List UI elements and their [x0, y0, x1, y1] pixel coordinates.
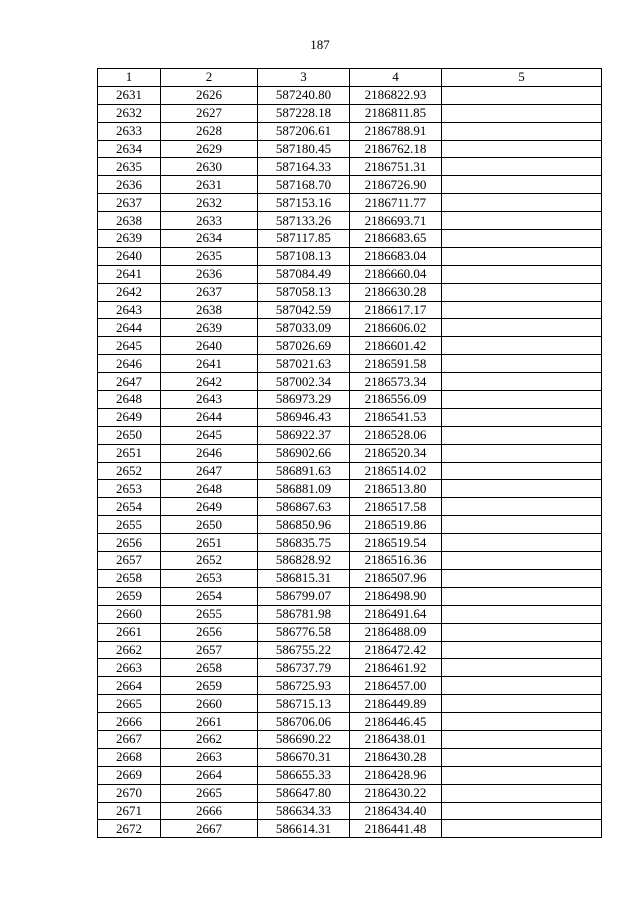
table-cell-col5 — [442, 730, 602, 748]
table-cell-col4: 2186726.90 — [350, 176, 442, 194]
table-cell-col2: 2633 — [161, 212, 258, 230]
table-cell-col4: 2186660.04 — [350, 265, 442, 283]
table-cell-col4: 2186822.93 — [350, 86, 442, 104]
table-row — [98, 516, 602, 534]
table-cell-col5 — [442, 784, 602, 802]
table-cell-col1: 2644 — [98, 319, 161, 337]
table-row — [98, 355, 602, 373]
table-row — [98, 498, 602, 516]
table-cell-col4: 2186519.86 — [350, 516, 442, 534]
table-cell-col3: 587180.45 — [258, 140, 350, 158]
table-cell-col4: 2186438.01 — [350, 730, 442, 748]
table-cell-col5 — [442, 820, 602, 838]
table-cell-col1: 2648 — [98, 391, 161, 409]
table-row — [98, 480, 602, 498]
table-cell-col4: 2186457.00 — [350, 677, 442, 695]
table-cell-col2: 2655 — [161, 605, 258, 623]
table-cell-col5 — [442, 534, 602, 552]
table-cell-col5 — [442, 695, 602, 713]
table-cell-col5 — [442, 748, 602, 766]
table-cell-col4: 2186441.48 — [350, 820, 442, 838]
table-cell-col3: 586634.33 — [258, 802, 350, 820]
table-cell-col1: 2634 — [98, 140, 161, 158]
table-row — [98, 677, 602, 695]
table-cell-col1: 2633 — [98, 122, 161, 140]
table-cell-col3: 587108.13 — [258, 247, 350, 265]
table-cell-col5 — [442, 265, 602, 283]
table-cell-col4: 2186762.18 — [350, 140, 442, 158]
table-cell-col1: 2635 — [98, 158, 161, 176]
table-cell-col1: 2638 — [98, 212, 161, 230]
table-cell-col1: 2642 — [98, 283, 161, 301]
table-cell-col3: 586670.31 — [258, 748, 350, 766]
table-cell-col3: 586706.06 — [258, 713, 350, 731]
table-cell-col5 — [442, 677, 602, 695]
table-cell-col5 — [442, 104, 602, 122]
table-cell-col1: 2663 — [98, 659, 161, 677]
table-cell-col3: 586799.07 — [258, 587, 350, 605]
table-cell-col3: 587164.33 — [258, 158, 350, 176]
table-cell-col1: 2662 — [98, 641, 161, 659]
table-row — [98, 587, 602, 605]
table-cell-col5 — [442, 158, 602, 176]
table-cell-col3: 586737.79 — [258, 659, 350, 677]
table-cell-col4: 2186606.02 — [350, 319, 442, 337]
column-header-5: 5 — [442, 69, 602, 87]
table-cell-col4: 2186491.64 — [350, 605, 442, 623]
table-cell-col2: 2659 — [161, 677, 258, 695]
table-cell-col1: 2640 — [98, 247, 161, 265]
table-cell-col1: 2636 — [98, 176, 161, 194]
table-cell-col3: 586647.80 — [258, 784, 350, 802]
table-cell-col1: 2670 — [98, 784, 161, 802]
table-cell-col4: 2186472.42 — [350, 641, 442, 659]
table-row — [98, 605, 602, 623]
table-cell-col2: 2639 — [161, 319, 258, 337]
table-cell-col1: 2655 — [98, 516, 161, 534]
table-cell-col3: 587153.16 — [258, 194, 350, 212]
table-cell-col3: 587206.61 — [258, 122, 350, 140]
table-cell-col5 — [442, 212, 602, 230]
table-cell-col4: 2186573.34 — [350, 373, 442, 391]
table-cell-col3: 587084.49 — [258, 265, 350, 283]
table-cell-col3: 586973.29 — [258, 391, 350, 409]
table-cell-col2: 2647 — [161, 462, 258, 480]
table-row — [98, 247, 602, 265]
table-row — [98, 462, 602, 480]
table-cell-col2: 2654 — [161, 587, 258, 605]
table-cell-col5 — [442, 802, 602, 820]
table-row — [98, 283, 602, 301]
table-cell-col5 — [442, 122, 602, 140]
table-cell-col3: 586828.92 — [258, 552, 350, 570]
table-cell-col2: 2634 — [161, 230, 258, 248]
table-cell-col4: 2186430.28 — [350, 748, 442, 766]
table-cell-col5 — [442, 337, 602, 355]
table-body — [98, 86, 602, 837]
table-cell-col4: 2186693.71 — [350, 212, 442, 230]
table-cell-col1: 2668 — [98, 748, 161, 766]
table-cell-col2: 2646 — [161, 444, 258, 462]
page-number: 187 — [310, 37, 330, 52]
table-cell-col2: 2642 — [161, 373, 258, 391]
table-row — [98, 265, 602, 283]
table-cell-col1: 2641 — [98, 265, 161, 283]
table-cell-col4: 2186683.04 — [350, 247, 442, 265]
table-cell-col5 — [442, 426, 602, 444]
table-cell-col1: 2660 — [98, 605, 161, 623]
table-cell-col4: 2186683.65 — [350, 230, 442, 248]
table-cell-col2: 2648 — [161, 480, 258, 498]
table-row — [98, 713, 602, 731]
table-cell-col2: 2649 — [161, 498, 258, 516]
table-cell-col5 — [442, 552, 602, 570]
table-cell-col4: 2186434.40 — [350, 802, 442, 820]
table-cell-col3: 586815.31 — [258, 569, 350, 587]
table-cell-col2: 2637 — [161, 283, 258, 301]
table-cell-col2: 2627 — [161, 104, 258, 122]
table-cell-col4: 2186520.34 — [350, 444, 442, 462]
table-cell-col2: 2632 — [161, 194, 258, 212]
table-cell-col3: 587168.70 — [258, 176, 350, 194]
table-row — [98, 623, 602, 641]
table-cell-col3: 586922.37 — [258, 426, 350, 444]
table-row — [98, 766, 602, 784]
table-cell-col1: 2667 — [98, 730, 161, 748]
table-cell-col5 — [442, 605, 602, 623]
table-cell-col2: 2641 — [161, 355, 258, 373]
table-row — [98, 86, 602, 104]
table-cell-col3: 587240.80 — [258, 86, 350, 104]
table-cell-col1: 2657 — [98, 552, 161, 570]
table-cell-col3: 587033.09 — [258, 319, 350, 337]
table-cell-col2: 2667 — [161, 820, 258, 838]
table-cell-col2: 2638 — [161, 301, 258, 319]
table-row — [98, 534, 602, 552]
table-row — [98, 140, 602, 158]
table-row — [98, 176, 602, 194]
table-cell-col4: 2186556.09 — [350, 391, 442, 409]
table-cell-col1: 2664 — [98, 677, 161, 695]
table-cell-col3: 587021.63 — [258, 355, 350, 373]
table-cell-col3: 586946.43 — [258, 408, 350, 426]
table-cell-col4: 2186541.53 — [350, 408, 442, 426]
table-cell-col2: 2640 — [161, 337, 258, 355]
table-cell-col2: 2657 — [161, 641, 258, 659]
table-cell-col2: 2653 — [161, 569, 258, 587]
table-cell-col4: 2186601.42 — [350, 337, 442, 355]
table-row — [98, 212, 602, 230]
table-row — [98, 748, 602, 766]
table-cell-col1: 2637 — [98, 194, 161, 212]
table-cell-col3: 587058.13 — [258, 283, 350, 301]
table-cell-col4: 2186514.02 — [350, 462, 442, 480]
table-cell-col1: 2650 — [98, 426, 161, 444]
table-cell-col1: 2646 — [98, 355, 161, 373]
table-cell-col4: 2186617.17 — [350, 301, 442, 319]
table-cell-col5 — [442, 498, 602, 516]
table-cell-col4: 2186428.96 — [350, 766, 442, 784]
table-cell-col5 — [442, 516, 602, 534]
table-cell-col4: 2186591.58 — [350, 355, 442, 373]
table-cell-col3: 587228.18 — [258, 104, 350, 122]
table-row — [98, 319, 602, 337]
table-cell-col2: 2644 — [161, 408, 258, 426]
table-cell-col5 — [442, 444, 602, 462]
column-header-4: 4 — [350, 69, 442, 87]
table-cell-col1: 2649 — [98, 408, 161, 426]
table-cell-col5 — [442, 194, 602, 212]
table-cell-col5 — [442, 373, 602, 391]
table-cell-col5 — [442, 391, 602, 409]
table-cell-col5 — [442, 766, 602, 784]
table-cell-col2: 2658 — [161, 659, 258, 677]
table-cell-col3: 586881.09 — [258, 480, 350, 498]
table-row — [98, 444, 602, 462]
table-cell-col4: 2186430.22 — [350, 784, 442, 802]
table-row — [98, 784, 602, 802]
table-cell-col1: 2631 — [98, 86, 161, 104]
table-cell-col1: 2653 — [98, 480, 161, 498]
table-cell-col1: 2652 — [98, 462, 161, 480]
table-cell-col5 — [442, 355, 602, 373]
table-cell-col2: 2651 — [161, 534, 258, 552]
header-row — [98, 69, 602, 87]
table-cell-col4: 2186517.58 — [350, 498, 442, 516]
table-cell-col2: 2661 — [161, 713, 258, 731]
table-cell-col3: 586690.22 — [258, 730, 350, 748]
table-cell-col2: 2643 — [161, 391, 258, 409]
table-row — [98, 730, 602, 748]
table-cell-col1: 2645 — [98, 337, 161, 355]
table-cell-col5 — [442, 659, 602, 677]
table-cell-col5 — [442, 713, 602, 731]
table-cell-col1: 2672 — [98, 820, 161, 838]
table-row — [98, 802, 602, 820]
table-cell-col1: 2665 — [98, 695, 161, 713]
table-cell-col3: 586715.13 — [258, 695, 350, 713]
table-cell-col2: 2635 — [161, 247, 258, 265]
table-cell-col1: 2661 — [98, 623, 161, 641]
table-row — [98, 641, 602, 659]
table-row — [98, 373, 602, 391]
table-cell-col5 — [442, 247, 602, 265]
table-cell-col5 — [442, 462, 602, 480]
table-row — [98, 820, 602, 838]
column-header-3: 3 — [258, 69, 350, 87]
table-cell-col4: 2186513.80 — [350, 480, 442, 498]
table-row — [98, 426, 602, 444]
table-cell-col1: 2647 — [98, 373, 161, 391]
table-cell-col1: 2632 — [98, 104, 161, 122]
table-row — [98, 337, 602, 355]
table-cell-col2: 2662 — [161, 730, 258, 748]
table-cell-col3: 586835.75 — [258, 534, 350, 552]
table-cell-col1: 2656 — [98, 534, 161, 552]
table-row — [98, 569, 602, 587]
table-cell-col4: 2186446.45 — [350, 713, 442, 731]
table-row — [98, 408, 602, 426]
table-cell-col4: 2186449.89 — [350, 695, 442, 713]
table-cell-col2: 2631 — [161, 176, 258, 194]
table-cell-col2: 2652 — [161, 552, 258, 570]
table-cell-col1: 2658 — [98, 569, 161, 587]
coordinates-table — [97, 68, 602, 838]
table-cell-col1: 2654 — [98, 498, 161, 516]
table-cell-col3: 586725.93 — [258, 677, 350, 695]
table-cell-col5 — [442, 176, 602, 194]
table-cell-col1: 2669 — [98, 766, 161, 784]
table-cell-col3: 587133.26 — [258, 212, 350, 230]
table-cell-col3: 586655.33 — [258, 766, 350, 784]
table-cell-col3: 586614.31 — [258, 820, 350, 838]
table-cell-col2: 2650 — [161, 516, 258, 534]
table-cell-col3: 586781.98 — [258, 605, 350, 623]
column-header-2: 2 — [161, 69, 258, 87]
table-cell-col4: 2186461.92 — [350, 659, 442, 677]
table-cell-col2: 2664 — [161, 766, 258, 784]
table-cell-col5 — [442, 319, 602, 337]
table-row — [98, 301, 602, 319]
table-row — [98, 695, 602, 713]
table-cell-col3: 586902.66 — [258, 444, 350, 462]
table-cell-col5 — [442, 641, 602, 659]
table-cell-col5 — [442, 408, 602, 426]
table-cell-col3: 587026.69 — [258, 337, 350, 355]
table-cell-col2: 2626 — [161, 86, 258, 104]
table-cell-col4: 2186507.96 — [350, 569, 442, 587]
table-cell-col4: 2186788.91 — [350, 122, 442, 140]
table-cell-col3: 587117.85 — [258, 230, 350, 248]
table-cell-col2: 2666 — [161, 802, 258, 820]
table-cell-col2: 2630 — [161, 158, 258, 176]
table-cell-col4: 2186519.54 — [350, 534, 442, 552]
table-cell-col5 — [442, 230, 602, 248]
table-row — [98, 391, 602, 409]
table-row — [98, 230, 602, 248]
table-cell-col1: 2666 — [98, 713, 161, 731]
table-cell-col4: 2186488.09 — [350, 623, 442, 641]
table-cell-col3: 586867.63 — [258, 498, 350, 516]
table-cell-col3: 586776.58 — [258, 623, 350, 641]
table-cell-col4: 2186630.28 — [350, 283, 442, 301]
table-cell-col1: 2671 — [98, 802, 161, 820]
table-cell-col2: 2629 — [161, 140, 258, 158]
table-cell-col5 — [442, 283, 602, 301]
table-cell-col5 — [442, 140, 602, 158]
table-cell-col4: 2186751.31 — [350, 158, 442, 176]
table-row — [98, 194, 602, 212]
table-cell-col4: 2186711.77 — [350, 194, 442, 212]
column-header-1: 1 — [98, 69, 161, 87]
table-cell-col5 — [442, 587, 602, 605]
table-cell-col1: 2651 — [98, 444, 161, 462]
table-cell-col3: 586891.63 — [258, 462, 350, 480]
table-cell-col2: 2636 — [161, 265, 258, 283]
table-cell-col3: 587042.59 — [258, 301, 350, 319]
table-row — [98, 552, 602, 570]
table-cell-col2: 2665 — [161, 784, 258, 802]
table-row — [98, 122, 602, 140]
table-row — [98, 104, 602, 122]
table-cell-col5 — [442, 86, 602, 104]
table-cell-col1: 2639 — [98, 230, 161, 248]
table-cell-col4: 2186498.90 — [350, 587, 442, 605]
table-cell-col2: 2660 — [161, 695, 258, 713]
table-row — [98, 158, 602, 176]
table-cell-col2: 2645 — [161, 426, 258, 444]
table-cell-col4: 2186516.36 — [350, 552, 442, 570]
table-cell-col5 — [442, 301, 602, 319]
table-cell-col4: 2186528.06 — [350, 426, 442, 444]
table-cell-col5 — [442, 480, 602, 498]
table-row — [98, 659, 602, 677]
table-cell-col1: 2643 — [98, 301, 161, 319]
table-cell-col2: 2656 — [161, 623, 258, 641]
table-cell-col3: 586850.96 — [258, 516, 350, 534]
table-cell-col2: 2663 — [161, 748, 258, 766]
table-cell-col1: 2659 — [98, 587, 161, 605]
table-cell-col2: 2628 — [161, 122, 258, 140]
table-cell-col5 — [442, 623, 602, 641]
table-cell-col3: 586755.22 — [258, 641, 350, 659]
table-cell-col5 — [442, 569, 602, 587]
table-cell-col3: 587002.34 — [258, 373, 350, 391]
table-cell-col4: 2186811.85 — [350, 104, 442, 122]
